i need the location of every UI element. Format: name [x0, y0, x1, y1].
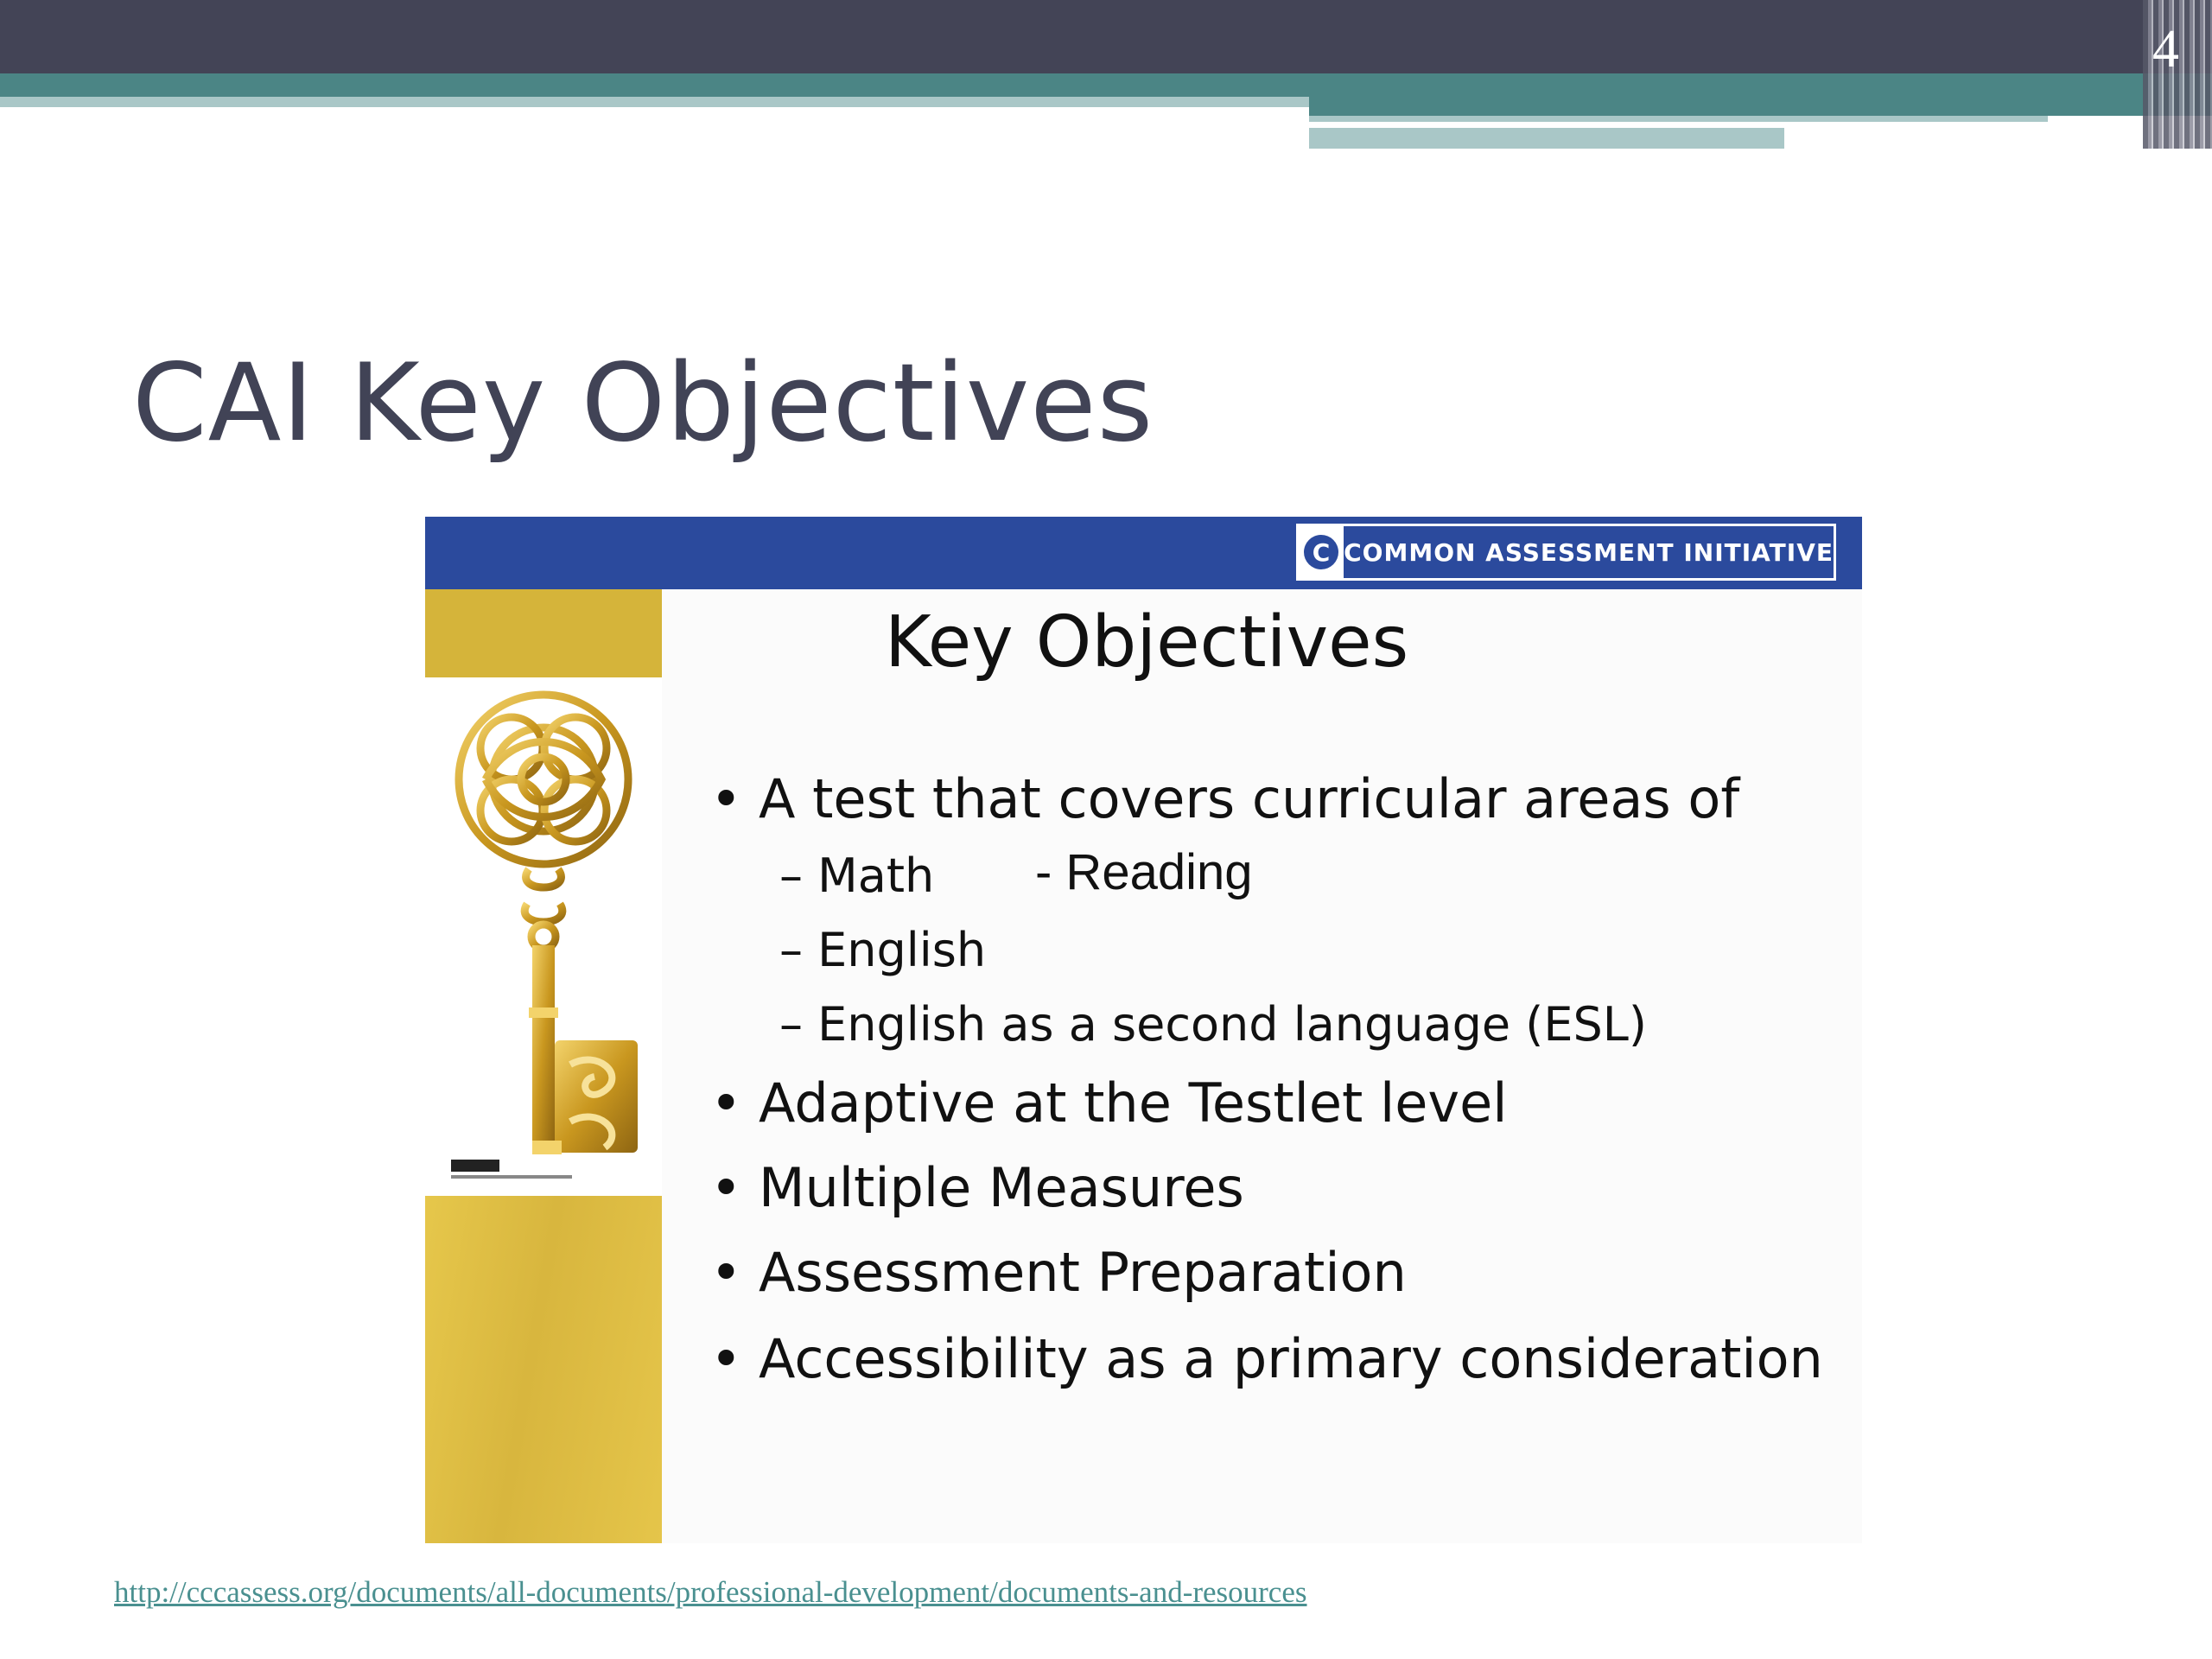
bullet-text: Assessment Preparation [759, 1241, 1407, 1304]
cai-badge-text: COMMON ASSESSMENT INITIATIVE [1344, 537, 1834, 567]
bullet-item [710, 1241, 1407, 1304]
golden-key-icon [425, 677, 662, 1196]
bullet-dot: • [710, 1071, 742, 1135]
bullet-text: Adaptive at the Testlet level [759, 1071, 1508, 1135]
slide-header-band [0, 0, 2212, 73]
bullet-item [710, 1156, 1244, 1219]
sub-item: – English as a second language (ESL) [779, 997, 1647, 1052]
bullet-item [710, 1071, 1508, 1135]
bullet-dot: • [710, 1156, 742, 1219]
slide-title: CAI Key Objectives [132, 341, 1154, 466]
gold-block-top [425, 589, 662, 677]
sub-item: – English [779, 923, 987, 977]
bullet-text: Multiple Measures [759, 1156, 1244, 1219]
bullet-text: A test that covers curricular areas of [759, 767, 1740, 830]
header-accent-bar [0, 73, 2212, 97]
header-accent-light [0, 97, 1309, 107]
header-accent-step [1309, 97, 2212, 116]
bullet-dot: • [710, 1327, 742, 1390]
source-link[interactable]: http://cccassess.org/documents/all-documents/professional-development/documents-and-resources [114, 1575, 1307, 1609]
cai-badge [1296, 524, 1836, 581]
bullet-text: Accessibility as a primary consideration [759, 1327, 1823, 1390]
embedded-slide-image [425, 517, 1862, 1543]
header-accent-thin [1309, 116, 2048, 122]
sub-item: – Math [779, 849, 935, 903]
bullet-item [710, 767, 1739, 830]
bullet-dot: • [710, 1241, 742, 1304]
cai-logo-icon: C [1304, 535, 1338, 569]
bullet-dot: • [710, 767, 742, 830]
embedded-title: Key Objectives [885, 601, 1409, 683]
header-accent-low [1309, 128, 1784, 149]
slide-number: 4 [2152, 20, 2179, 79]
sub-item-note: - Reading [1035, 844, 1253, 900]
bullet-item [710, 1327, 1823, 1390]
gold-block-bottom [425, 1196, 662, 1543]
embedded-header-bar [425, 517, 1862, 589]
cai-logo-box [1299, 526, 1344, 578]
